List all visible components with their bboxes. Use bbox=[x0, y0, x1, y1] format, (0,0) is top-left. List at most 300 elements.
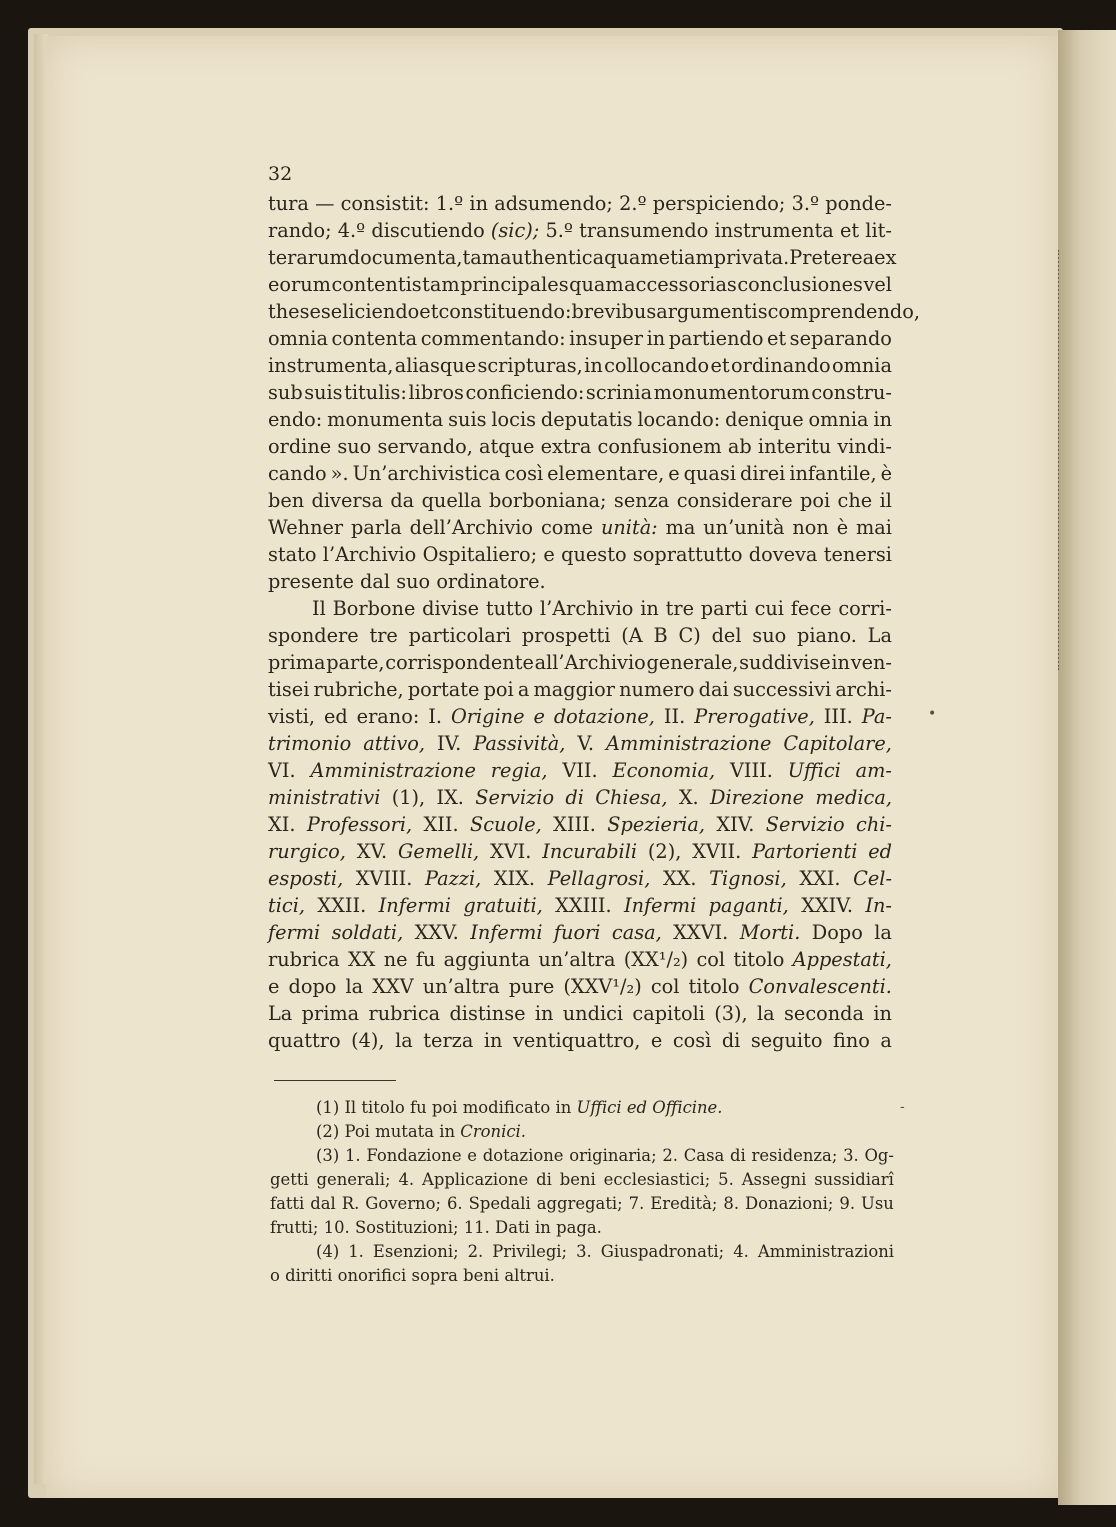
word: Cronici. bbox=[460, 1122, 526, 1141]
word: attivo, bbox=[363, 732, 426, 755]
word: Governo; bbox=[365, 1194, 441, 1213]
word: XI. bbox=[268, 813, 296, 836]
word: Amministrazioni bbox=[757, 1242, 894, 1261]
word: 3. bbox=[843, 1146, 859, 1165]
word: ordinando bbox=[731, 354, 831, 377]
body-text-line bbox=[268, 190, 892, 217]
word: theses bbox=[268, 300, 331, 323]
word: Convalescenti. bbox=[748, 975, 892, 998]
word: quella bbox=[421, 489, 482, 512]
word: brevibus bbox=[571, 300, 657, 323]
word: vel bbox=[863, 273, 892, 296]
word: Preterea bbox=[789, 246, 875, 269]
body-text-line bbox=[268, 514, 892, 541]
word: l’Archivio bbox=[322, 543, 417, 566]
word: quam bbox=[604, 246, 659, 269]
word: maggior bbox=[533, 678, 615, 701]
word: col bbox=[650, 975, 680, 998]
word: (XXV¹/₂) bbox=[563, 975, 642, 998]
word: Spedali bbox=[468, 1194, 531, 1213]
word: parte, bbox=[326, 651, 385, 674]
word: rando; bbox=[268, 219, 332, 242]
word: Amministrazione bbox=[310, 759, 476, 782]
word: In- bbox=[865, 894, 892, 917]
facing-page-text-marks bbox=[1057, 250, 1065, 670]
word: in bbox=[873, 1002, 892, 1025]
word: Uffici bbox=[576, 1098, 622, 1117]
word: terza bbox=[423, 1029, 474, 1052]
word: Poi bbox=[344, 1122, 370, 1141]
word: titulis: bbox=[344, 381, 407, 404]
word: Servizio bbox=[765, 813, 845, 836]
word: prima bbox=[301, 1002, 360, 1025]
word: regia, bbox=[490, 759, 548, 782]
body-text-line bbox=[268, 892, 892, 919]
word: fermi bbox=[268, 921, 321, 944]
word: Amministrazione bbox=[606, 732, 772, 755]
word: contentis bbox=[331, 273, 422, 296]
word: ed bbox=[323, 705, 348, 728]
word: da bbox=[390, 489, 415, 512]
word: dal bbox=[310, 1194, 336, 1213]
word: spondere bbox=[268, 624, 359, 647]
word: et bbox=[710, 354, 730, 377]
word: Tignosi, bbox=[709, 867, 787, 890]
word: Servizio bbox=[475, 786, 555, 809]
word: titolo bbox=[733, 948, 785, 971]
word: (4) bbox=[316, 1242, 340, 1261]
word: a bbox=[880, 1029, 892, 1052]
word: XXI. bbox=[799, 867, 841, 890]
body-text-line bbox=[268, 379, 892, 406]
word: corri- bbox=[838, 597, 892, 620]
body-text-line bbox=[268, 568, 892, 595]
word: monumentorum bbox=[653, 381, 810, 404]
word: quattro bbox=[268, 1029, 341, 1052]
word: XX. bbox=[662, 867, 697, 890]
body-text-line bbox=[268, 541, 892, 568]
word: Origine bbox=[450, 705, 525, 728]
word: C) bbox=[678, 624, 701, 647]
word: servando, bbox=[377, 435, 473, 458]
word: Wehner bbox=[268, 516, 344, 539]
word: generali; bbox=[316, 1170, 391, 1189]
word: (1) bbox=[316, 1098, 340, 1117]
body-text-line bbox=[268, 838, 892, 865]
word: 2. bbox=[662, 1146, 678, 1165]
word: consistit: bbox=[340, 192, 430, 215]
word: generale, bbox=[646, 651, 739, 674]
word: X. bbox=[678, 786, 699, 809]
word: Esenzioni; bbox=[372, 1242, 459, 1261]
word: rubriche, bbox=[313, 678, 404, 701]
word: Pazzi, bbox=[425, 867, 482, 890]
word: collocando bbox=[604, 354, 710, 377]
word: onorifici bbox=[337, 1266, 407, 1285]
body-text-line bbox=[268, 406, 892, 433]
word: atque bbox=[479, 435, 535, 458]
word: poi bbox=[431, 1098, 458, 1117]
body-text-line bbox=[268, 595, 892, 622]
word: Incurabili bbox=[542, 840, 638, 863]
word: è bbox=[836, 516, 849, 539]
word: XIV. bbox=[716, 813, 755, 836]
word: ordine bbox=[268, 435, 332, 458]
word: Direzione bbox=[710, 786, 805, 809]
word: frutti; bbox=[270, 1218, 319, 1237]
word: tisei bbox=[268, 678, 310, 701]
word: poi bbox=[483, 678, 514, 701]
word: (3), bbox=[714, 1002, 748, 1025]
word: di bbox=[536, 1170, 552, 1189]
word: R. bbox=[341, 1194, 360, 1213]
word: omnia bbox=[808, 408, 869, 431]
word: 1. bbox=[348, 1242, 364, 1261]
word: tre bbox=[369, 624, 398, 647]
word: questo bbox=[561, 543, 627, 566]
word: paganti, bbox=[708, 894, 789, 917]
word: ab bbox=[727, 435, 752, 458]
word: 2. bbox=[467, 1242, 484, 1261]
word: Infermi bbox=[624, 894, 697, 917]
word: XXIII. bbox=[555, 894, 612, 917]
word: terarum bbox=[268, 246, 348, 269]
word: dotazione bbox=[482, 1146, 564, 1165]
word: suo bbox=[337, 435, 372, 458]
word: Capitolare, bbox=[783, 732, 892, 755]
word: Officine. bbox=[652, 1098, 723, 1117]
word: (sic); bbox=[490, 219, 540, 242]
word: constru- bbox=[811, 381, 892, 404]
word: vindi- bbox=[837, 435, 892, 458]
word: suo bbox=[396, 570, 431, 593]
word: tre bbox=[665, 597, 694, 620]
body-text-line bbox=[268, 352, 892, 379]
word: unità: bbox=[600, 516, 658, 539]
word: VIII. bbox=[729, 759, 773, 782]
word: Eredità; bbox=[650, 1194, 718, 1213]
body-text-line bbox=[268, 919, 892, 946]
word: in bbox=[534, 1002, 554, 1025]
word: ». bbox=[330, 462, 349, 485]
word: ordinatore. bbox=[436, 570, 546, 593]
word: in bbox=[439, 1122, 456, 1141]
footnote-line bbox=[270, 1216, 894, 1240]
word: conficiendo: bbox=[465, 381, 585, 404]
word: aggregati; bbox=[536, 1194, 623, 1213]
word: borboniana; bbox=[488, 489, 607, 512]
word: discutiendo bbox=[371, 219, 485, 242]
word: Ospitaliero; bbox=[422, 543, 538, 566]
word: (3) bbox=[316, 1146, 340, 1165]
word: tenersi bbox=[823, 543, 892, 566]
word: endo: bbox=[268, 408, 323, 431]
word: dotazione, bbox=[553, 705, 655, 728]
word: il bbox=[879, 489, 892, 512]
body-text-line bbox=[268, 622, 892, 649]
word: confusionem bbox=[597, 435, 722, 458]
word: 4.º bbox=[337, 219, 366, 242]
word: XXIV. bbox=[801, 894, 853, 917]
word: 7. bbox=[628, 1194, 645, 1213]
word: Il bbox=[344, 1098, 357, 1117]
footnote-line bbox=[270, 1264, 894, 1288]
word: accessorias bbox=[624, 273, 737, 296]
word: Appestati, bbox=[792, 948, 892, 971]
word: fu bbox=[415, 948, 436, 971]
word: così bbox=[672, 1029, 712, 1052]
word: a bbox=[517, 678, 530, 701]
word: un’unità bbox=[703, 516, 785, 539]
body-text-line bbox=[268, 730, 892, 757]
word: 5. bbox=[718, 1170, 734, 1189]
word: titolo bbox=[361, 1098, 405, 1117]
word: et bbox=[839, 219, 860, 242]
word: scripturas, bbox=[477, 354, 583, 377]
word: parti bbox=[700, 597, 748, 620]
word: ven- bbox=[850, 651, 892, 674]
word: Sostituzioni; bbox=[354, 1218, 459, 1237]
word: 6. bbox=[446, 1194, 463, 1213]
word: VII. bbox=[562, 759, 598, 782]
word: La bbox=[268, 1002, 293, 1025]
word: come bbox=[540, 516, 594, 539]
word: un’altra bbox=[422, 975, 500, 998]
word: ex bbox=[874, 246, 897, 269]
word: libros bbox=[408, 381, 464, 404]
word: la bbox=[395, 1029, 413, 1052]
word: (2) bbox=[316, 1122, 340, 1141]
word: in bbox=[483, 1029, 503, 1052]
word: un’altra bbox=[538, 948, 616, 971]
word: Il bbox=[312, 597, 326, 620]
word: tam bbox=[422, 273, 460, 296]
body-text-line bbox=[268, 271, 892, 298]
word: et bbox=[766, 327, 787, 350]
word: ma bbox=[665, 516, 696, 539]
word: lit- bbox=[865, 219, 892, 242]
word: contenta bbox=[331, 327, 418, 350]
word: l’Archivio bbox=[539, 597, 634, 620]
body-text-line bbox=[268, 1027, 892, 1054]
word: ne bbox=[383, 948, 408, 971]
word: Pa- bbox=[861, 705, 892, 728]
word: principales bbox=[460, 273, 569, 296]
footnotes bbox=[270, 1096, 894, 1288]
word: titolo bbox=[688, 975, 740, 998]
word: am- bbox=[855, 759, 892, 782]
word: del bbox=[711, 624, 742, 647]
word: suis bbox=[304, 381, 343, 404]
word: 4. bbox=[733, 1242, 749, 1261]
body-text-line bbox=[268, 298, 920, 325]
word: mutata bbox=[375, 1122, 434, 1141]
word: seguito bbox=[750, 1029, 823, 1052]
word: getti bbox=[270, 1170, 309, 1189]
word: Un’archivistica bbox=[352, 462, 501, 485]
word: divise bbox=[422, 597, 480, 620]
word: che bbox=[837, 489, 873, 512]
word: mai bbox=[856, 516, 892, 539]
word: non bbox=[792, 516, 829, 539]
body-text-line bbox=[268, 973, 892, 1000]
word: Donazioni; bbox=[745, 1194, 834, 1213]
word: XII. bbox=[423, 813, 459, 836]
word: locando: bbox=[637, 408, 721, 431]
word: 8. bbox=[723, 1194, 740, 1213]
word: e bbox=[533, 705, 545, 728]
word: cando bbox=[268, 462, 327, 485]
word: fu bbox=[410, 1098, 427, 1117]
word: VI. bbox=[268, 759, 296, 782]
word: Casa bbox=[683, 1146, 725, 1165]
word: rubrica bbox=[368, 1002, 441, 1025]
word: partiendo bbox=[668, 327, 764, 350]
body-text-line bbox=[268, 811, 892, 838]
word: ponde- bbox=[825, 192, 892, 215]
word: II. bbox=[663, 705, 686, 728]
word: omnia bbox=[268, 327, 328, 350]
word: esposti, bbox=[268, 867, 344, 890]
body-text-line bbox=[268, 244, 897, 271]
word: direi bbox=[740, 462, 786, 485]
word: in bbox=[873, 408, 892, 431]
word: portate bbox=[407, 678, 480, 701]
word: Gemelli, bbox=[398, 840, 480, 863]
word: 1.º bbox=[435, 192, 464, 215]
word: XVI. bbox=[490, 840, 532, 863]
word: piano. bbox=[797, 624, 857, 647]
word: in bbox=[646, 327, 666, 350]
word: Dopo bbox=[811, 921, 863, 944]
word: di bbox=[565, 786, 584, 809]
word: tam bbox=[462, 246, 500, 269]
word: stato bbox=[268, 543, 317, 566]
word: authentica bbox=[499, 246, 605, 269]
body-text-line bbox=[268, 1000, 892, 1027]
word: eliciendo bbox=[330, 300, 420, 323]
stray-ink-mark: • bbox=[928, 706, 937, 722]
body-text-line bbox=[268, 217, 892, 244]
word: elementare, bbox=[547, 462, 665, 485]
body-text-line bbox=[268, 865, 892, 892]
word: di bbox=[721, 1029, 741, 1052]
word: Borbone bbox=[332, 597, 416, 620]
word: argumentis bbox=[656, 300, 768, 323]
word: V. bbox=[577, 732, 595, 755]
word: et bbox=[419, 300, 439, 323]
word: sussidiarî bbox=[814, 1170, 894, 1189]
word: 4. bbox=[398, 1170, 415, 1189]
word: eorum bbox=[268, 273, 331, 296]
word: B bbox=[653, 624, 668, 647]
word: in bbox=[535, 1218, 551, 1237]
word: Uffici bbox=[787, 759, 841, 782]
word: di bbox=[730, 1146, 746, 1165]
word: Pellagrosi, bbox=[547, 867, 651, 890]
body-text-line bbox=[268, 757, 892, 784]
body-text-line bbox=[268, 946, 892, 973]
body-text-line bbox=[268, 649, 892, 676]
word: IV. bbox=[437, 732, 462, 755]
word: I. bbox=[428, 705, 443, 728]
word: La bbox=[867, 624, 892, 647]
word: 5.º bbox=[545, 219, 573, 242]
body-text-line bbox=[268, 325, 892, 352]
word: Assegni bbox=[741, 1170, 807, 1189]
word: omnia bbox=[832, 354, 892, 377]
word: successivi bbox=[732, 678, 832, 701]
word: in bbox=[469, 192, 488, 215]
word: gratuiti, bbox=[463, 894, 543, 917]
word: corrispondente bbox=[385, 651, 534, 674]
word: instrumenta, bbox=[268, 354, 394, 377]
word: locis bbox=[491, 408, 537, 431]
word: (2), bbox=[647, 840, 682, 863]
word: parla bbox=[351, 516, 402, 539]
word: (1), bbox=[391, 786, 426, 809]
word: seconda bbox=[784, 1002, 864, 1025]
footnote-line bbox=[270, 1096, 894, 1120]
word: Usu bbox=[861, 1194, 894, 1213]
word: è bbox=[880, 462, 892, 485]
word: senza bbox=[613, 489, 670, 512]
word: comprendendo, bbox=[767, 300, 920, 323]
word: in bbox=[555, 1098, 572, 1117]
word: XIII. bbox=[553, 813, 596, 836]
footnote-separator bbox=[274, 1080, 396, 1081]
footnote-line bbox=[270, 1144, 894, 1168]
word: XV. bbox=[356, 840, 388, 863]
word: così bbox=[504, 462, 544, 485]
word: Infermi bbox=[470, 921, 543, 944]
word: Giuspadronati; bbox=[600, 1242, 725, 1261]
word: constituendo: bbox=[438, 300, 572, 323]
word: Spezieria, bbox=[607, 813, 705, 836]
word: Og- bbox=[864, 1146, 894, 1165]
word: Scuole, bbox=[470, 813, 542, 836]
word: commentando: bbox=[420, 327, 566, 350]
word: considerare bbox=[676, 489, 793, 512]
word: dopo bbox=[288, 975, 337, 998]
word: e bbox=[268, 975, 280, 998]
word: ministrativi bbox=[268, 786, 381, 809]
word: particolari bbox=[408, 624, 512, 647]
word: insuper bbox=[569, 327, 644, 350]
word: 11. bbox=[463, 1218, 490, 1237]
word: fuori bbox=[553, 921, 601, 944]
body-text bbox=[268, 190, 920, 1054]
word: extra bbox=[540, 435, 592, 458]
word: beni bbox=[463, 1266, 500, 1285]
word: XVIII. bbox=[355, 867, 413, 890]
word: Morti. bbox=[739, 921, 801, 944]
body-text-line bbox=[268, 784, 892, 811]
word: adsumendo; bbox=[494, 192, 613, 215]
word: instrumenta bbox=[714, 219, 834, 242]
word: erano: bbox=[356, 705, 420, 728]
word: Professori, bbox=[306, 813, 413, 836]
word: Prerogative, bbox=[694, 705, 815, 728]
word: beni bbox=[559, 1170, 596, 1189]
word: XXV bbox=[372, 975, 414, 998]
word: IX. bbox=[436, 786, 464, 809]
word: chi- bbox=[856, 813, 892, 836]
footnote-line bbox=[270, 1192, 894, 1216]
word: sub bbox=[268, 381, 303, 404]
word: doveva bbox=[748, 543, 818, 566]
word: diritti bbox=[285, 1266, 333, 1285]
